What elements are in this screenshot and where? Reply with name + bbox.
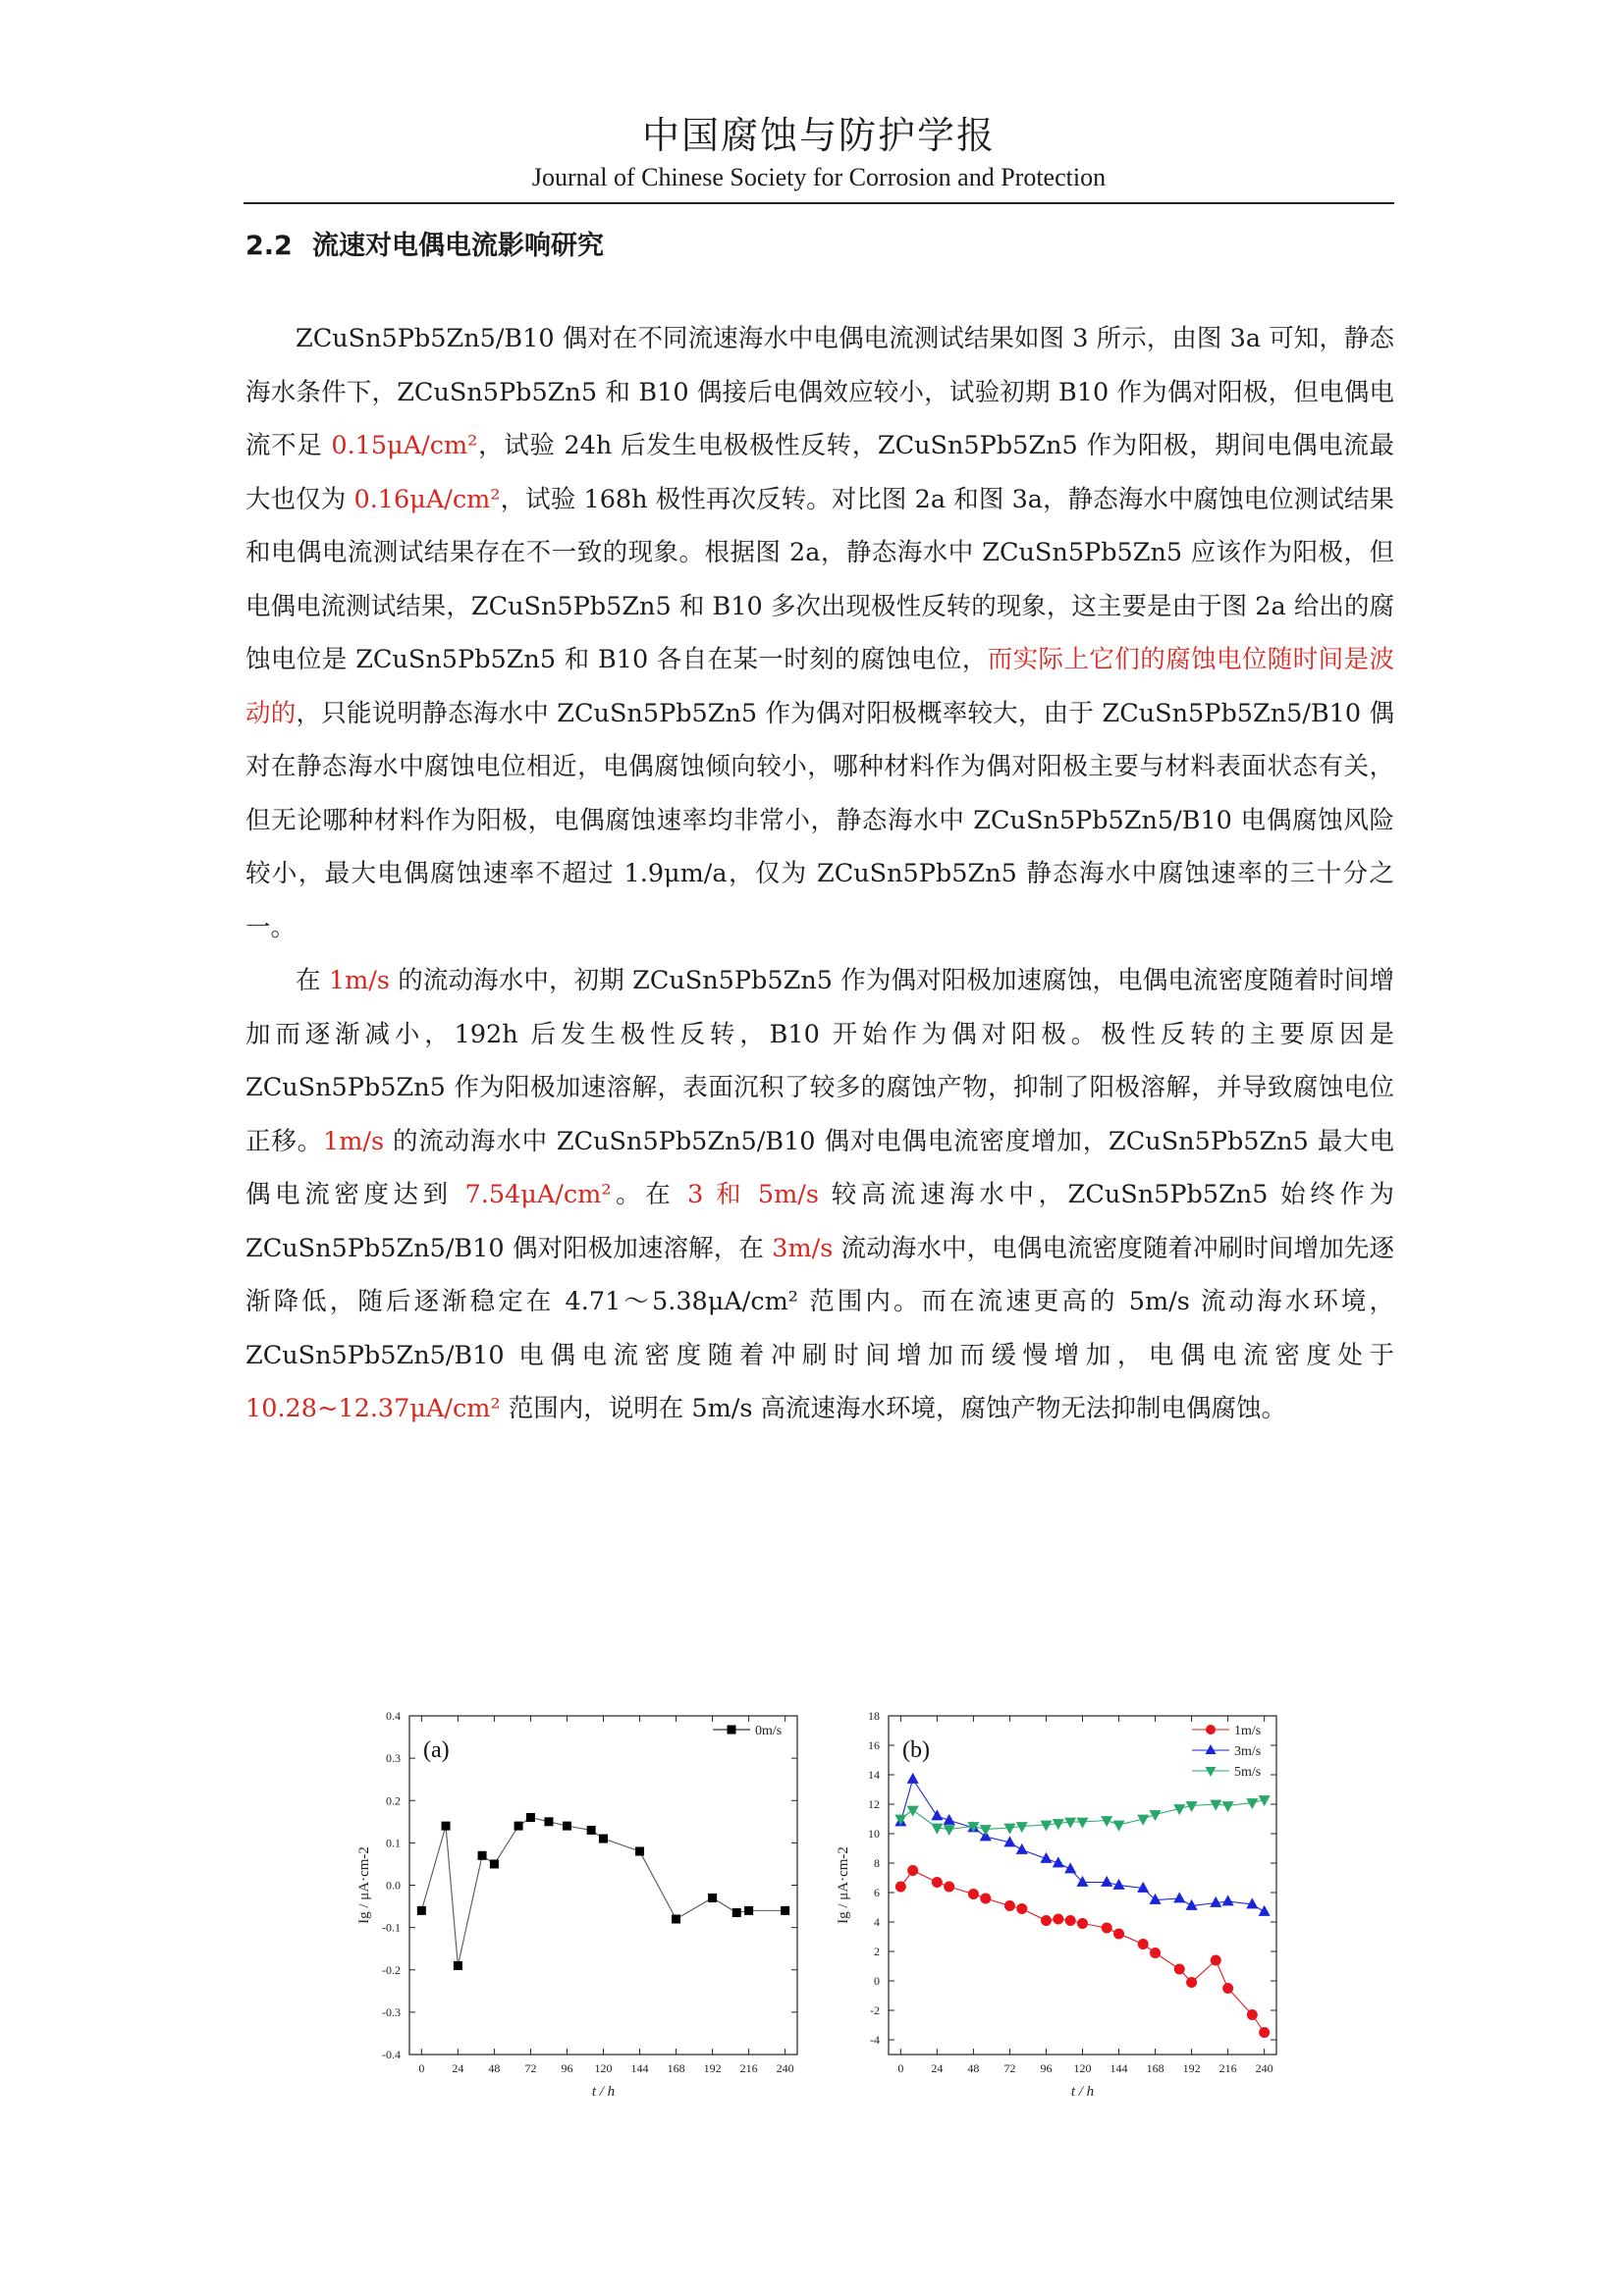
data-point (1246, 1897, 1258, 1908)
highlighted-text: 7.54μA/cm² (464, 1180, 612, 1209)
text-run: ，试验 24h 后发生电极极性反转，ZCuSn5Pb5Zn5 作为阳极，期间电偶电流最大也仅为 (245, 431, 1395, 514)
panel-label: (b) (902, 1737, 930, 1763)
data-point (635, 1847, 644, 1856)
x-tick-label: 192 (1182, 2061, 1201, 2075)
data-point (907, 1773, 919, 1784)
section-heading (245, 224, 604, 262)
highlighted-text: 10.28~12.37μA/cm² (245, 1394, 501, 1423)
data-point (1004, 1900, 1015, 1911)
y-tick-label: -0.2 (382, 1962, 401, 1977)
y-tick-label: 0 (874, 1974, 880, 1988)
text-run: ，只能说明静态海水中 ZCuSn5Pb5Zn5 作为偶对阳极概率较大，由于 ZCuSn5Pb5Zn5/B10 偶对在静态海水中腐蚀电位相近，电偶腐蚀倾向较小，哪种材料作为偶对阳极主要与材料表面状态有关，但无论哪种材料作为阳极，电偶腐蚀速率均非常小，静态海水中 ZCuSn5Pb5Zn5/B10 电偶腐蚀风险较小，最大电偶腐蚀速率不超过 1.9μm/a，仅为 ZCuSn5Pb5Zn5 静态海水中腐蚀速率的三十分之一。 (245, 698, 1394, 942)
legend-marker (728, 1726, 736, 1735)
panel-label: (a) (423, 1737, 450, 1763)
y-tick-label: 8 (874, 1856, 880, 1870)
paragraph (245, 954, 1394, 1436)
header-divider (244, 202, 1394, 204)
data-point (781, 1906, 789, 1915)
y-tick-label: 16 (868, 1738, 880, 1752)
data-point (932, 1877, 943, 1888)
text-run: 的流动海水中 ZCuSn5Pb5Zn5/B10 偶对电偶电流密度增加，ZCuSn5Pb5Zn5 最大电偶电流密度达到 (245, 1126, 1394, 1209)
data-point (744, 1906, 753, 1915)
x-tick-label: 216 (1218, 2061, 1237, 2075)
data-point (1064, 1862, 1076, 1873)
y-tick-label: 0.0 (386, 1878, 401, 1893)
data-point (1064, 1818, 1076, 1829)
y-tick-label: 12 (868, 1797, 880, 1811)
x-tick-label: 96 (561, 2061, 573, 2075)
x-tick-label: 0 (418, 2061, 425, 2075)
data-point (442, 1822, 451, 1831)
data-point (1222, 1983, 1233, 1994)
y-tick-label: 18 (868, 1709, 880, 1723)
data-point (1040, 1821, 1052, 1832)
section-title-text: 流速对电偶电流影响研究 (312, 231, 604, 261)
data-point (1173, 1892, 1185, 1902)
journal-title-en: Journal of Chinese Society for Corrosion and Protection (531, 163, 1107, 191)
x-tick-label: 24 (452, 2061, 464, 2075)
data-point (944, 1825, 955, 1836)
text-run: 在 (296, 966, 329, 995)
x-tick-label: 0 (897, 2061, 904, 2075)
text-run: 的流动海水中，初期 ZCuSn5Pb5Zn5 作为偶对阳极加速腐蚀，电偶电流密度随着时间增加而逐渐减小，192h 后发生极性反转，B10 开始作为偶对阳极。极性反转的主要原因是 ZCuSn5Pb5Zn5 作为阳极加速溶解，表面沉积了较多的腐蚀产物，抑制了阳极溶解，并导致腐蚀电位正移。 (245, 966, 1394, 1156)
data-point (1138, 1939, 1149, 1949)
legend-label: 1m/s (1234, 1724, 1262, 1738)
data-point (944, 1882, 954, 1893)
data-point (1113, 1929, 1124, 1940)
x-tick-label: 120 (1073, 2061, 1092, 2075)
data-point (587, 1826, 596, 1835)
y-tick-label: 0.4 (386, 1709, 401, 1723)
data-point (1101, 1876, 1112, 1887)
data-point (907, 1865, 918, 1876)
x-tick-label: 168 (1146, 2061, 1164, 2075)
data-point (1150, 1894, 1162, 1904)
y-tick-label: 0.1 (386, 1836, 401, 1850)
data-point (1210, 1800, 1221, 1811)
data-point (968, 1889, 979, 1899)
data-point (599, 1835, 608, 1843)
data-point (1174, 1964, 1185, 1975)
data-point (478, 1851, 487, 1860)
highlighted-text: 1m/s (322, 1126, 385, 1156)
legend-marker (1206, 1744, 1217, 1754)
article-body (245, 312, 1394, 1436)
highlighted-text: 3 和 5m/s (687, 1180, 819, 1209)
y-tick-label: 6 (874, 1886, 880, 1899)
journal-header (244, 110, 1394, 194)
data-point (1247, 2009, 1258, 2020)
x-tick-label: 216 (739, 2061, 758, 2075)
x-tick-label: 48 (488, 2061, 501, 2075)
y-tick-label: 2 (874, 1945, 880, 1958)
data-point (672, 1915, 680, 1924)
data-point (931, 1809, 943, 1820)
data-point (895, 1882, 906, 1893)
plot-frame (409, 1716, 797, 2055)
data-point (526, 1813, 535, 1822)
data-point (907, 1806, 919, 1817)
x-tick-label: 48 (967, 2061, 980, 2075)
x-tick-label: 240 (776, 2061, 794, 2075)
data-point (1210, 1896, 1221, 1907)
y-tick-label: -0.3 (382, 2004, 401, 2019)
x-axis-label: t / h (1070, 2084, 1095, 2100)
y-tick-label: 0.2 (386, 1793, 401, 1808)
highlighted-text: 而实际上它们的腐蚀电位随时间是波动的 (245, 645, 1394, 728)
legend-marker (1206, 1725, 1216, 1735)
data-point (708, 1894, 717, 1902)
data-point (1137, 1882, 1149, 1893)
data-point (1222, 1895, 1234, 1905)
data-point (1077, 1918, 1088, 1929)
paragraph (245, 312, 1394, 954)
data-point (1053, 1819, 1064, 1830)
data-point (514, 1822, 523, 1831)
data-point (417, 1906, 426, 1915)
data-point (1186, 1899, 1198, 1910)
journal-title-zh: 中国腐蚀与防护学报 (641, 114, 996, 157)
data-point (732, 1908, 741, 1917)
highlighted-text: 1m/s (328, 966, 390, 995)
data-point (1186, 1977, 1197, 1988)
x-tick-label: 144 (630, 2061, 649, 2075)
series-line-3m/s (900, 1780, 1264, 1912)
x-tick-label: 24 (931, 2061, 944, 2075)
y-tick-label: -0.4 (382, 2048, 401, 2061)
data-point (1112, 1821, 1124, 1832)
text-run: ，试验 168h 极性再次反转。对比图 2a 和图 3a，静态海水中腐蚀电位测试结果和电偶电流测试结果存在不一致的现象。根据图 2a，静态海水中 ZCuSn5Pb5Zn5 应该作为阳极，但电偶电流测试结果，ZCuSn5Pb5Zn5 和 B10 多次出现极性反转的现象，这主要是由于图 2a 给出的腐蚀电位是 ZCuSn5Pb5Zn5 和 B10 各自在某一时刻的腐蚀电位， (245, 484, 1394, 674)
x-tick-label: 96 (1040, 2061, 1053, 2075)
legend-label: 3m/s (1234, 1744, 1262, 1759)
y-tick-label: -4 (870, 2033, 880, 2047)
data-point (1041, 1915, 1052, 1926)
x-tick-label: 192 (703, 2061, 722, 2075)
data-point (1016, 1822, 1028, 1833)
y-axis-label: Ig / μA·cm-2 (836, 1846, 851, 1924)
data-point (1003, 1824, 1015, 1835)
y-tick-label: 0.3 (386, 1751, 401, 1766)
data-point (1016, 1843, 1028, 1854)
y-tick-label: 4 (874, 1915, 880, 1929)
series-line-1m/s (900, 1871, 1264, 2033)
data-point (563, 1822, 571, 1831)
text-run: 范围内，说明在 5m/s 高流速海水环境，腐蚀产物无法抑制电偶腐蚀。 (500, 1394, 1287, 1423)
section-number: 2.2 (245, 231, 293, 261)
x-tick-label: 120 (594, 2061, 613, 2075)
y-tick-label: -2 (870, 2003, 880, 2017)
chart-panel-b (825, 1696, 1286, 2109)
y-tick-label: 14 (868, 1768, 880, 1782)
chart-svg (346, 1696, 807, 2109)
data-point (454, 1961, 462, 1970)
data-point (931, 1824, 943, 1835)
x-axis-label: t / h (591, 2084, 616, 2100)
y-tick-label: -0.1 (382, 1920, 401, 1935)
data-point (1065, 1915, 1076, 1926)
text-run: ZCuSn5Pb5Zn5/B10 偶对在不同流速海水中电偶电流测试结果如图 3 所示，由图 3a 可知，静态海水条件下，ZCuSn5Pb5Zn5 和 B10 偶接后电偶效应较小，试验初期 B10 作为偶对阳极，但电偶电流不足 (245, 324, 1394, 460)
legend-label: 0m/s (755, 1724, 783, 1738)
data-point (1102, 1923, 1112, 1934)
legend-label: 5m/s (1234, 1765, 1262, 1780)
highlighted-text: 3m/s (772, 1233, 834, 1263)
data-point (1259, 1905, 1271, 1916)
data-point (980, 1894, 991, 1904)
data-point (1211, 1955, 1221, 1966)
data-point (1053, 1914, 1063, 1925)
x-tick-label: 144 (1110, 2061, 1128, 2075)
data-point (1246, 1798, 1258, 1809)
data-point (1076, 1818, 1088, 1829)
text-run: 。在 (611, 1180, 688, 1209)
data-point (1150, 1948, 1161, 1958)
text-run: 较高流速海水中，ZCuSn5Pb5Zn5 始终作为 ZCuSn5Pb5Zn5/B10 偶对阳极加速溶解，在 (245, 1180, 1394, 1263)
highlighted-text: 0.16μA/cm² (353, 484, 501, 514)
text-run: 流动海水中，电偶电流密度随着冲刷时间增加先逐渐降低，随后逐渐稳定在 4.71～5.38μA/cm² 范围内。而在流速更高的 5m/s 流动海水环境，ZCuSn5Pb5Zn5/B10 电偶电流密度随着冲刷时间增加而缓慢增加，电偶电流密度处于 (245, 1233, 1394, 1370)
data-point (1259, 2027, 1270, 2038)
legend-marker (1206, 1767, 1217, 1777)
y-tick-label: 10 (868, 1827, 880, 1841)
data-point (1016, 1903, 1027, 1914)
data-point (490, 1859, 499, 1868)
x-tick-label: 240 (1255, 2061, 1273, 2075)
chart-panel-a (346, 1696, 807, 2109)
data-point (1222, 1801, 1234, 1812)
chart-svg (825, 1696, 1286, 2109)
x-tick-label: 168 (667, 2061, 685, 2075)
y-axis-label: Ig / μA·cm-2 (356, 1846, 372, 1924)
x-tick-label: 72 (524, 2061, 537, 2075)
data-point (544, 1817, 553, 1826)
highlighted-text: 0.15μA/cm² (331, 431, 478, 460)
x-tick-label: 72 (1003, 2061, 1016, 2075)
